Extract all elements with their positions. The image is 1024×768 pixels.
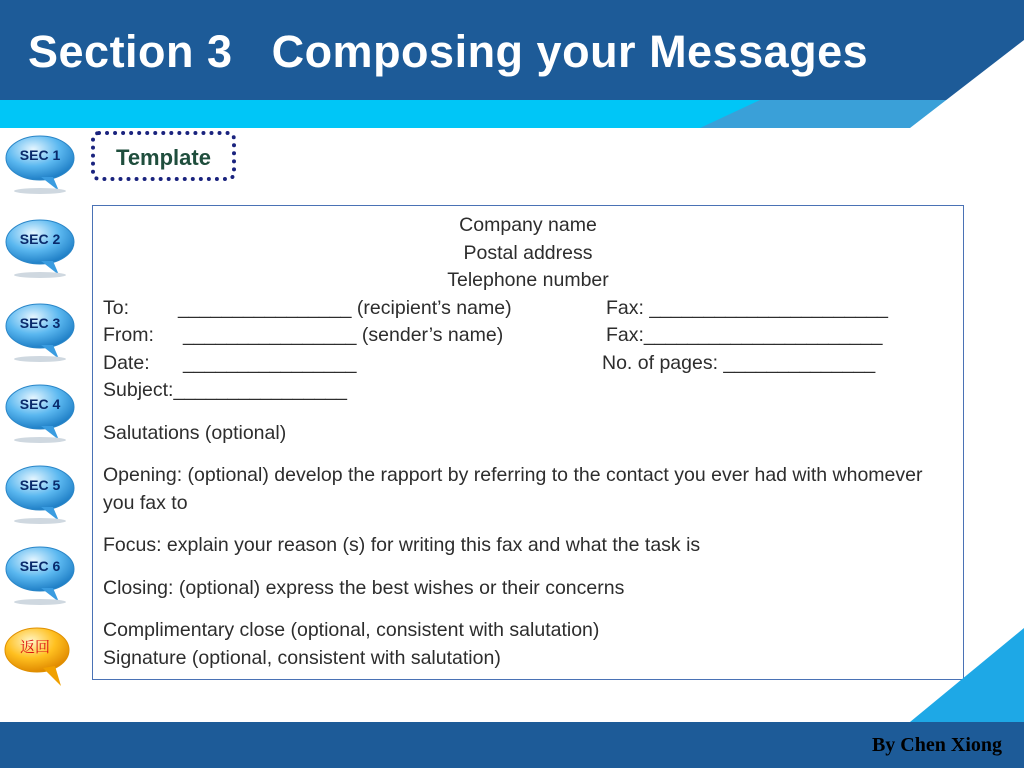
speech-bubble-icon <box>3 301 77 363</box>
speech-bubble-icon <box>3 382 77 444</box>
opening-text: Opening: (optional) develop the rapport by referring to the contact you ever had with whomever you fax to <box>103 464 923 514</box>
pages-line: No. of pages: ______________ <box>602 351 876 374</box>
sidebar-item-sec-2[interactable] <box>3 217 77 277</box>
sidebar-item-label: SEC 3 <box>19 315 61 331</box>
sidebar-item-label: SEC 5 <box>19 477 61 493</box>
signature-text: Signature (optional, consistent with salutation) <box>103 646 501 669</box>
sidebar-item-sec-1[interactable] <box>3 133 77 193</box>
sidebar-item-label: SEC 1 <box>19 147 61 163</box>
sidebar-item-sec-5[interactable] <box>3 463 77 523</box>
to-line: ________________ (recipient’s name) <box>178 296 512 319</box>
company-name: Company name <box>459 214 597 236</box>
postal-address: Postal address <box>463 241 593 264</box>
telephone-number: Telephone number <box>447 269 609 291</box>
to-row <box>103 295 953 323</box>
sidebar-item-label: SEC 2 <box>19 231 61 247</box>
back-button-label: 返回 <box>19 639 50 656</box>
from-fax: Fax:______________________ <box>606 324 883 346</box>
closing-text: Closing: (optional) express the best wishes or their concerns <box>103 576 625 599</box>
sidebar-item-sec-6[interactable] <box>3 544 77 604</box>
to-fax: Fax: ______________________ <box>606 296 888 319</box>
template-label: Template <box>116 145 211 170</box>
from-label: From: <box>103 324 154 346</box>
speech-bubble-icon <box>3 463 77 525</box>
focus-text: Focus: explain your reason (s) for writing this fax and what the task is <box>103 534 701 556</box>
page-title: Section 3 Composing your Messages <box>28 26 869 77</box>
from-row <box>103 322 953 350</box>
from-line: ________________ (sender’s name) <box>183 324 504 346</box>
template-label-box <box>91 131 236 181</box>
subject-line: Subject:________________ <box>103 379 347 401</box>
sidebar-item-sec-4[interactable] <box>3 382 77 442</box>
speech-bubble-icon <box>3 217 77 279</box>
sidebar-item-sec-3[interactable] <box>3 301 77 361</box>
sidebar-item-label: SEC 4 <box>19 396 61 412</box>
complimentary-close-text: Complimentary close (optional, consistent with salutation) <box>103 619 600 641</box>
author-credit: By Chen Xiong <box>871 734 1002 756</box>
footer-bar <box>0 722 1024 768</box>
date-label: Date: <box>103 351 150 374</box>
salutations-text: Salutations (optional) <box>103 421 287 444</box>
to-label: To: <box>103 296 130 319</box>
speech-bubble-icon <box>3 133 77 195</box>
date-line: ________________ <box>183 351 357 374</box>
sidebar-item-label: SEC 6 <box>19 558 61 574</box>
speech-bubble-icon <box>3 544 77 606</box>
date-row <box>103 350 953 378</box>
